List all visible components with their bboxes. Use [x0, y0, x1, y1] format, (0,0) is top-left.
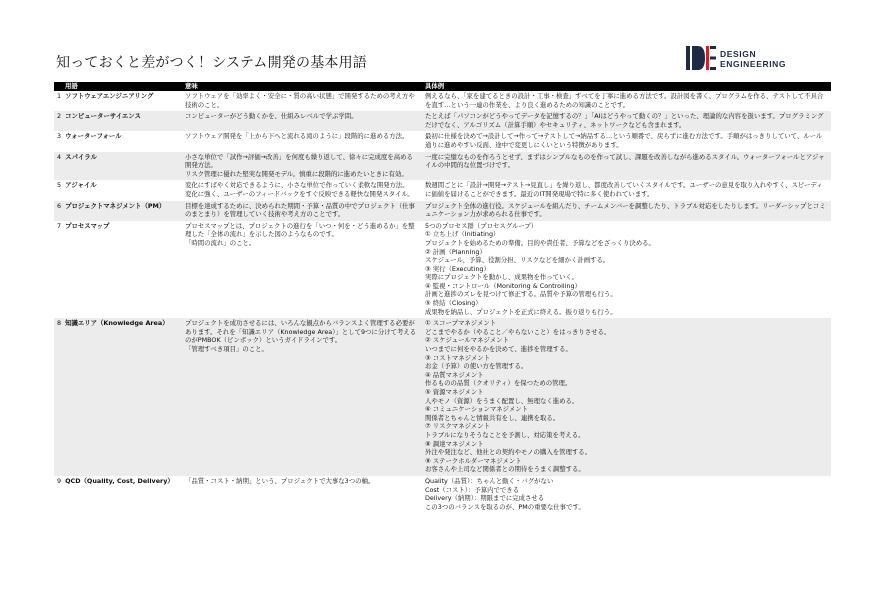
table-row [54, 318, 831, 476]
term-cell [54, 201, 182, 221]
row-number: 9 [57, 476, 62, 485]
row-number: 6 [57, 201, 62, 210]
term-label: ソフトウェアエンジニアリング [65, 92, 154, 100]
table-row [54, 476, 831, 513]
table-row [54, 111, 831, 131]
company-logo [686, 46, 796, 76]
term-cell [54, 91, 182, 111]
table-row [54, 180, 831, 200]
example-cell: 5つのプロセス群（プロセスグループ） ① 立ち上げ（Initiating） プロジェクトを始めるための準備。目的や責任者、予算などをざっくり決める。 ② 計画（Planning） スケジュール、予算、役割分担、リスクなどを細かく計画する。 ③ 実行（Executing） 実際にプロジェクトを動かし、成果物を作っていく。 ④ 監視・コントロール（Monitoring & Controlling） 計画と進捗のズレを見つけて修正する。品質や予算の管理も行う。 ⑤ 終結（Closing） 成果物を納品し、プロジェクトを正式に終える。振り返りも行う。 [425, 221, 655, 316]
term-label: スパイラル [65, 152, 97, 161]
meaning-cell: 小さな単位で「試作→評価→改善」を何度も繰り返して、徐々に完成度を高める開発方法。 リスク管理に優れた堅実な開発モデル。慎重に段階的に進めたいときに有効。 [182, 152, 422, 181]
meaning-cell: プロジェクトを成功させるには、いろんな観点からバランスよく管理する必要があります。それを「知識エリア（Knowledge Area）」として9つに分けて考えるのがPMBOK（ピンボック）というガイドラインです。 「管理すべき項目」のこと。 [182, 318, 422, 476]
meaning-cell: プロセスマップとは、プロジェクトの進行を「いつ・何を・どう進めるか」を整理した「全体の流れ」を示した図のようなものです。 「時間の流れ」のこと。 [185, 221, 415, 247]
row-number: 4 [57, 152, 62, 161]
glossary-table [54, 82, 831, 513]
row-number: 8 [57, 319, 62, 328]
term-cell [54, 131, 182, 151]
header-example: 具体例 [422, 82, 831, 91]
term-label: プロジェクトマネジメント（PM） [65, 201, 166, 210]
header-term: 用語 [54, 82, 182, 91]
term-cell [54, 180, 182, 200]
term-label: 知識エリア（Knowledge Area） [65, 319, 169, 328]
row-number: 3 [57, 132, 62, 141]
term-cell [54, 318, 182, 476]
row-number: 2 [57, 112, 62, 121]
term-cell [54, 152, 182, 181]
row-number: 7 [57, 221, 62, 230]
table-header-row [54, 82, 831, 91]
logo-line1: DESIGN [720, 49, 757, 59]
example-cell: プロジェクト全体の進行役。スケジュールを組んだり、チームメンバーを調整したり、トラブル対応をしたりします。リーダーシップとコミュニケーション力が求められる仕事です。 [422, 201, 831, 221]
example-cell: 一度に完璧なものを作ろうとせず、まずはシンプルなものを作って試し、課題を改善しながら進めるスタイル。ウォーターフォールとアジャイルの中間的な位置づけです。 [422, 152, 831, 181]
term-label: プロセスマップ [65, 221, 110, 230]
example-cell: 数週間ごとに「設計→開発→テスト→見直し」を繰り返し、都度改善していくスタイルです。ユーザーの意見を取り入れやすく、スピーディに価値を届けることができます。最近のIT開発現場で特に多く使われています。 [425, 181, 823, 198]
example-cell: Quality（品質）：ちゃんと動く・バグがない Cost（コスト）：予算内でできる Delivery（納期）：期限までに完成させる この3つのバランスを取るのが、PMの重要な仕事です。 [425, 476, 585, 511]
term-label: アジャイル [65, 181, 97, 190]
term-label: QCD（Quality, Cost, Delivery） [65, 476, 174, 485]
example-cell: 最初に仕様を決めて→設計して→作って→テストして→納品する…という順番で、戻らずに進む方法です。手順がはっきりしていて、ルール通りに進めやすい反面、途中で変更しにくいという特徴があります。 [425, 132, 823, 149]
term-cell [54, 476, 182, 513]
table-row [54, 152, 831, 181]
meaning-cell: コンピューターがどう動くかを、仕組みレベルで学ぶ学問。 [182, 111, 422, 131]
table-row [54, 91, 831, 111]
meaning-cell: ソフトウェアを「効率よく・安全に・質の高い状態」で開発するための考え方や技術のこと。 [185, 92, 415, 109]
term-cell [54, 111, 182, 131]
row-number: 1 [57, 92, 62, 100]
table-row [54, 131, 831, 151]
meaning-cell: 目標を達成するために、決められた期間・予算・品質の中でプロジェクト（仕事のまとまり）を管理していく技術や考え方のことです。 [182, 201, 422, 221]
meaning-cell: ソフトウェア開発を「上から下へと流れる滝のように」段階的に進める方法。 [185, 132, 409, 141]
term-label: コンピューターサイエンス [65, 112, 141, 121]
meaning-cell: 変化にすばやく対応できるように、小さな単位で作っていく柔軟な開発方法。 変化に強く、ユーザーのフィードバックをすぐ反映できる軽快な開発スタイル。 [185, 181, 414, 198]
logo-line2: ENGINEERING [720, 59, 787, 69]
table-row [54, 221, 831, 319]
example-cell: 例えるなら、「家を建てるときの設計・工事・検査」すべてを丁寧に進める方法です。設計図を書く、プログラムを作る、テストして不具合を直す…という一連の作業を、より良く進めるための知識のことです。 [425, 92, 824, 109]
example-cell: たとえば「パソコンがどうやってデータを記憶するの？」「AIはどうやって動くの？」といった、理論的な内容を扱います。プログラミングだけでなく、アルゴリズム（計算手順）やセキュリティ、ネットワークなども含まれます。 [422, 111, 831, 131]
term-cell [54, 221, 182, 319]
term-label: ウォーターフォール [65, 132, 122, 141]
header-meaning: 意味 [182, 82, 422, 91]
page-title: 知っておくと差がつく！システム開発の基本用語 [56, 55, 367, 71]
meaning-cell: 「品質・コスト・納期」という、プロジェクトで大事な3つの軸。 [185, 476, 375, 485]
logo-mark-icon [686, 46, 716, 70]
example-cell: ① スコープマネジメント どこまでやるか（やること／やらないこと）をはっきりさせる。 ② スケジュールマネジメント いつまでに何をやるかを決めて、進捗を管理する。 ③ コストマネジメント お金（予算）の使い方を管理する。 ④ 品質マネジメント 作るものの品質（クオリティ）を保つための管理。 ⑤ 資源マネジメント 人やモノ（資源）をうまく配置し、無理なく進める。 ⑥ コミュニケーションマネジメント 関係者とちゃんと情報共有をし、連携を取る。 ⑦ リスクマネジメント トラブルになりそうなことを予測し、対応策を考える。 ⑧ 調達マネジメント 外注や発注など、他社との契約やモノの購入を管理する。 ⑨ ステークホルダーマネジメント お客さんや上司など関係者との期待をうまく調整する。 [422, 318, 831, 476]
row-number: 5 [57, 181, 62, 190]
table-row [54, 201, 831, 221]
